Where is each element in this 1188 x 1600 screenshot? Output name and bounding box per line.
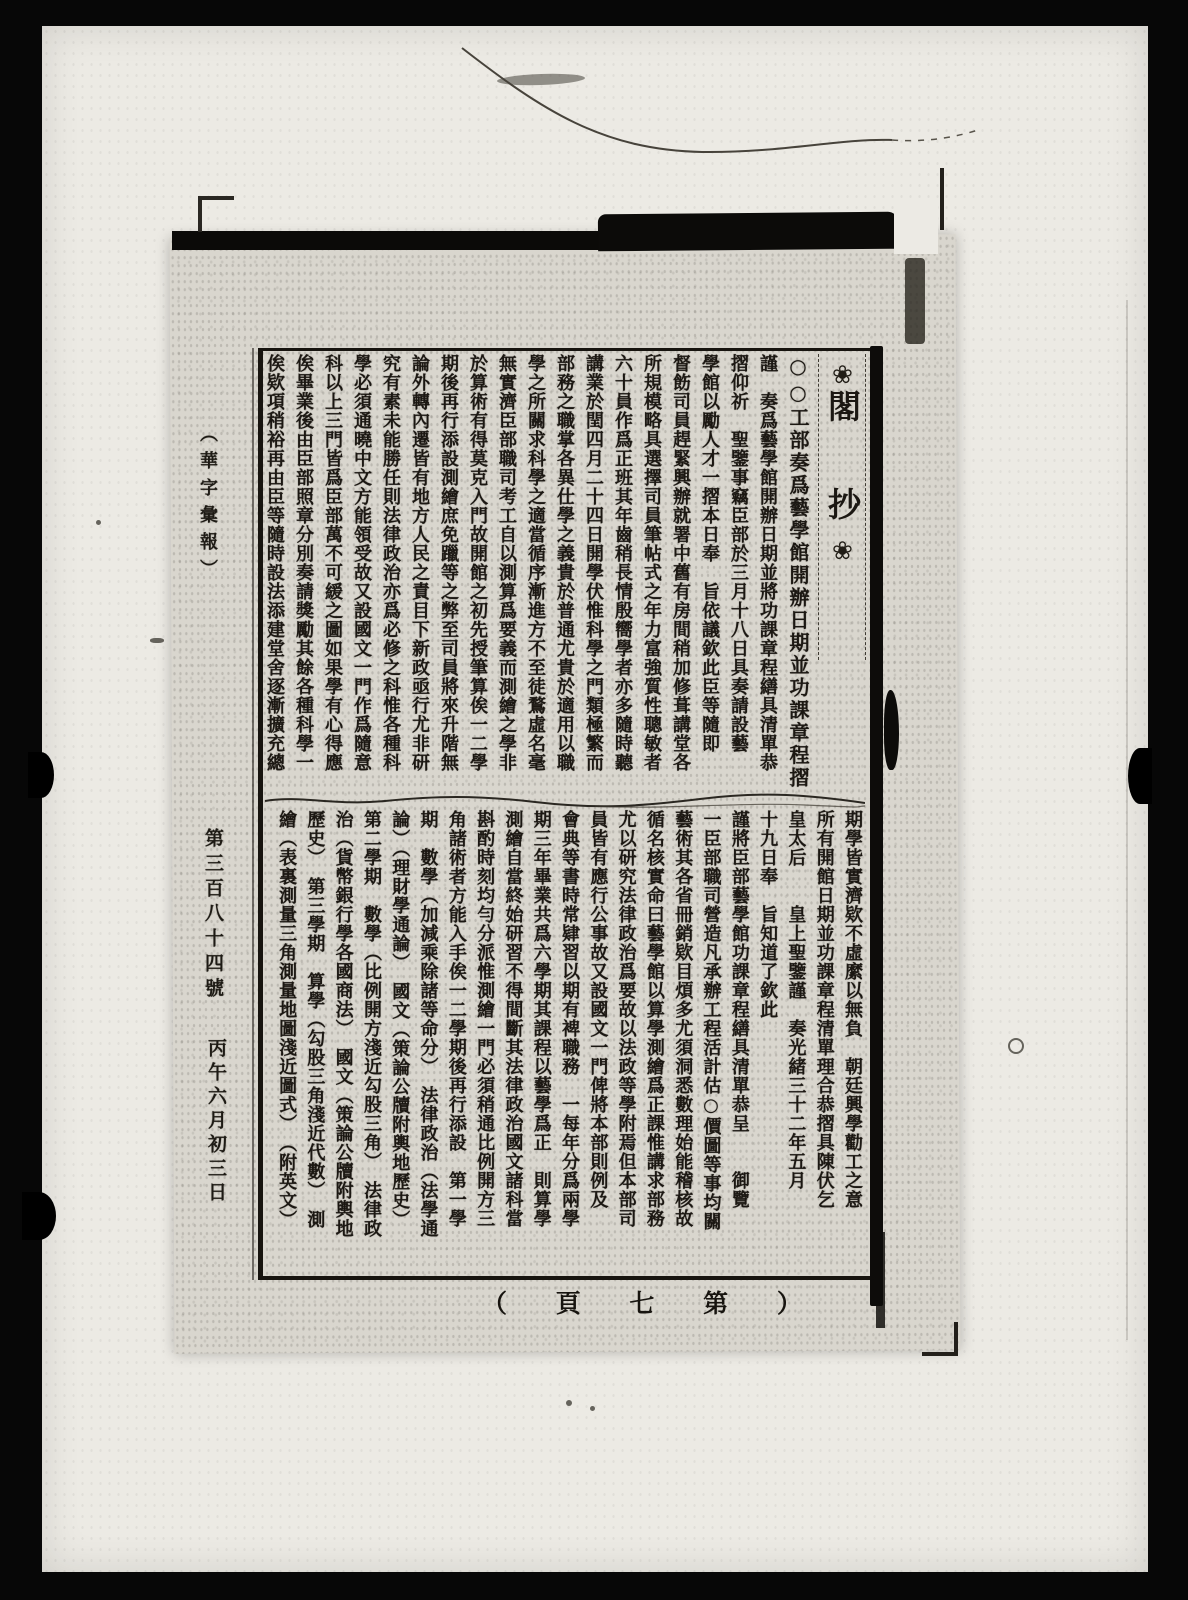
scan-artifact	[1128, 748, 1152, 804]
text-column: 俟欵項稍裕再由臣等隨時設法添建堂舍逐漸擴充總	[264, 354, 285, 772]
box-border-bottom	[263, 1276, 883, 1280]
publication-name: （華字彙報）	[197, 424, 218, 586]
text-column: 測繪自當終始研習不得間斷其法律政治國文諸科當	[502, 810, 524, 1228]
issue-number: 第三百八十四號	[202, 828, 224, 1003]
memorial-upper-section	[260, 354, 866, 796]
text-column: 所規模略具選擇司員筆帖式之年力富強質性聰敏者	[641, 354, 662, 772]
text-column: 究有素未能勝任則法律政治亦爲必修之科惟各種科	[380, 354, 401, 772]
text-column: 員皆有應行公事故又設國文一門俾將本部則例及	[587, 810, 609, 1209]
scan-artifact	[1008, 1038, 1024, 1054]
florette-ornament-icon: ❀	[828, 536, 857, 565]
crease-divider	[265, 792, 865, 812]
text-column: 尤以研究法律政治爲要故以法政等學附焉但本部司	[615, 810, 637, 1228]
gazette-text-box	[258, 348, 883, 1280]
text-column: 謹 奏爲藝學館開辦日期並將功課章程繕具清單恭	[757, 354, 778, 772]
text-column: 期 數學（加減乘除諸等命分） 法律政治（法學通	[417, 810, 439, 1238]
box-border-left-rule	[252, 348, 254, 1280]
scan-artifact	[150, 638, 164, 643]
memorial-headline: ○○工部奏爲藝學館開辦日期並功課章程摺	[786, 354, 810, 790]
publication-date: 丙午六月初三日	[205, 1038, 227, 1206]
registration-mark	[954, 1322, 958, 1356]
scan-artifact	[894, 200, 938, 254]
box-border-top	[263, 348, 883, 351]
text-column: 科以上三門皆爲臣部萬不可緩之圖如果學有心得應	[322, 354, 343, 772]
text-column: 第二學期 數學（比例開方淺近勾股三角） 法律政	[360, 810, 382, 1238]
text-column: 十九日奉 旨知道了欽此	[757, 810, 779, 1019]
text-column: 論）（理財學通論） 國文（策論公牘附輿地歷史）	[389, 810, 411, 1229]
text-column: 所有開館日期並功課章程清單理合恭摺具陳伏乞	[813, 810, 835, 1209]
text-column: 期學皆實濟欵不虛縻以無負 朝廷興學勸工之意	[842, 810, 863, 1209]
text-column: 無實濟臣部職司考工自以測算爲要義而測繪之學非	[496, 354, 517, 772]
text-column: 俟畢業後由臣部照章分別奏請獎勵其餘各種科學一	[293, 354, 314, 772]
text-column: 六十員作爲正班其年齒稍長情殷嚮學者亦多隨時聽	[612, 354, 633, 772]
registration-mark	[198, 196, 202, 232]
scan-artifact	[172, 231, 612, 250]
text-column: 督飭司員趕緊興辦就署中舊有房間稍加修葺講堂各	[670, 354, 691, 772]
text-column: 期三年畢業共爲六學期其課程以藝學爲正 則算學	[530, 810, 552, 1228]
scan-artifact	[566, 1400, 572, 1406]
text-column: 循名核實命曰藝學館以算學測繪爲正課惟講求部務	[643, 810, 665, 1228]
registration-mark	[922, 1352, 958, 1356]
text-column: 歷史） 第三學期 算學（勾股三角淺近代數） 測	[304, 810, 326, 1229]
text-column: 於算術有得莫克入門故開館之初先授筆算俟一二學	[467, 354, 488, 772]
scan-artifact	[28, 752, 54, 798]
scan-scratch-mark	[422, 40, 982, 170]
text-column: 謹將臣部藝學館功課章程繕具清單恭呈 御覽	[728, 810, 750, 1209]
scan-artifact	[96, 520, 101, 525]
text-column: 講業於閏四月二十四日開學伏惟科學之門類極繁而	[583, 354, 604, 772]
text-column: 學館以勵人才一摺本日奉 旨依議欽此臣等隨即	[699, 354, 720, 753]
gazette-title-column	[818, 354, 866, 660]
text-column: 摺仰祈 聖鑒事竊臣部於三月十八日具奏請設藝	[728, 354, 749, 753]
scan-artifact	[1126, 300, 1128, 1340]
text-column: 會典等書時常肄習以期有裨職務 一每年分爲兩學	[559, 810, 581, 1228]
box-border-right	[870, 346, 883, 1306]
scan-artifact	[590, 1406, 595, 1411]
text-column: 期後再行添設測繪庶免躐等之弊至司員將來升階無	[438, 354, 459, 772]
text-column: 論外轉內遷皆有地方人民之責目下新政亟行尤非研	[409, 354, 430, 772]
text-column: 學之所關求科學之適當循序漸進方不至徒鶩虛名毫	[525, 354, 546, 772]
text-column: 皇太后 皇上聖鑒謹 奏光緒三十二年五月	[785, 810, 807, 1190]
registration-mark	[198, 196, 234, 200]
page-number: （ 頁 七 第 ）	[482, 1289, 822, 1318]
memorial-lower-section	[272, 810, 866, 1272]
text-column: 學必須通曉中文方能領受故又設國文一門作爲隨意	[351, 354, 372, 772]
text-column: 藝術其各省冊銷欵目煩多尤須洞悉數理始能稽核故	[672, 810, 694, 1228]
registration-mark	[940, 168, 944, 230]
scan-artifact	[905, 258, 925, 344]
scan-artifact	[598, 212, 898, 252]
scan-artifact	[22, 1192, 56, 1240]
text-column: 部務之職掌各異仕學之義貴於普通尤貴於適用以職	[554, 354, 575, 772]
text-column: 斟酌時刻均勻分派惟測繪一門必須稍通比例開方三	[474, 810, 496, 1228]
florette-ornament-icon: ❀	[828, 360, 857, 389]
text-column: 治（貨幣銀行學各國商法） 國文（策論公牘附輿地	[332, 810, 354, 1238]
gazette-section-title: 閣 抄	[823, 389, 862, 536]
text-column: 角諸術者方能入手俟一二學期後再行添設 第一學	[445, 810, 467, 1228]
text-column: 一臣部職司營造凡承辦工程活計估○價圖等事均關	[700, 810, 722, 1231]
text-column: 繪（表裏測量三角測量地圖淺近圖式） （附英文）	[276, 810, 298, 1229]
